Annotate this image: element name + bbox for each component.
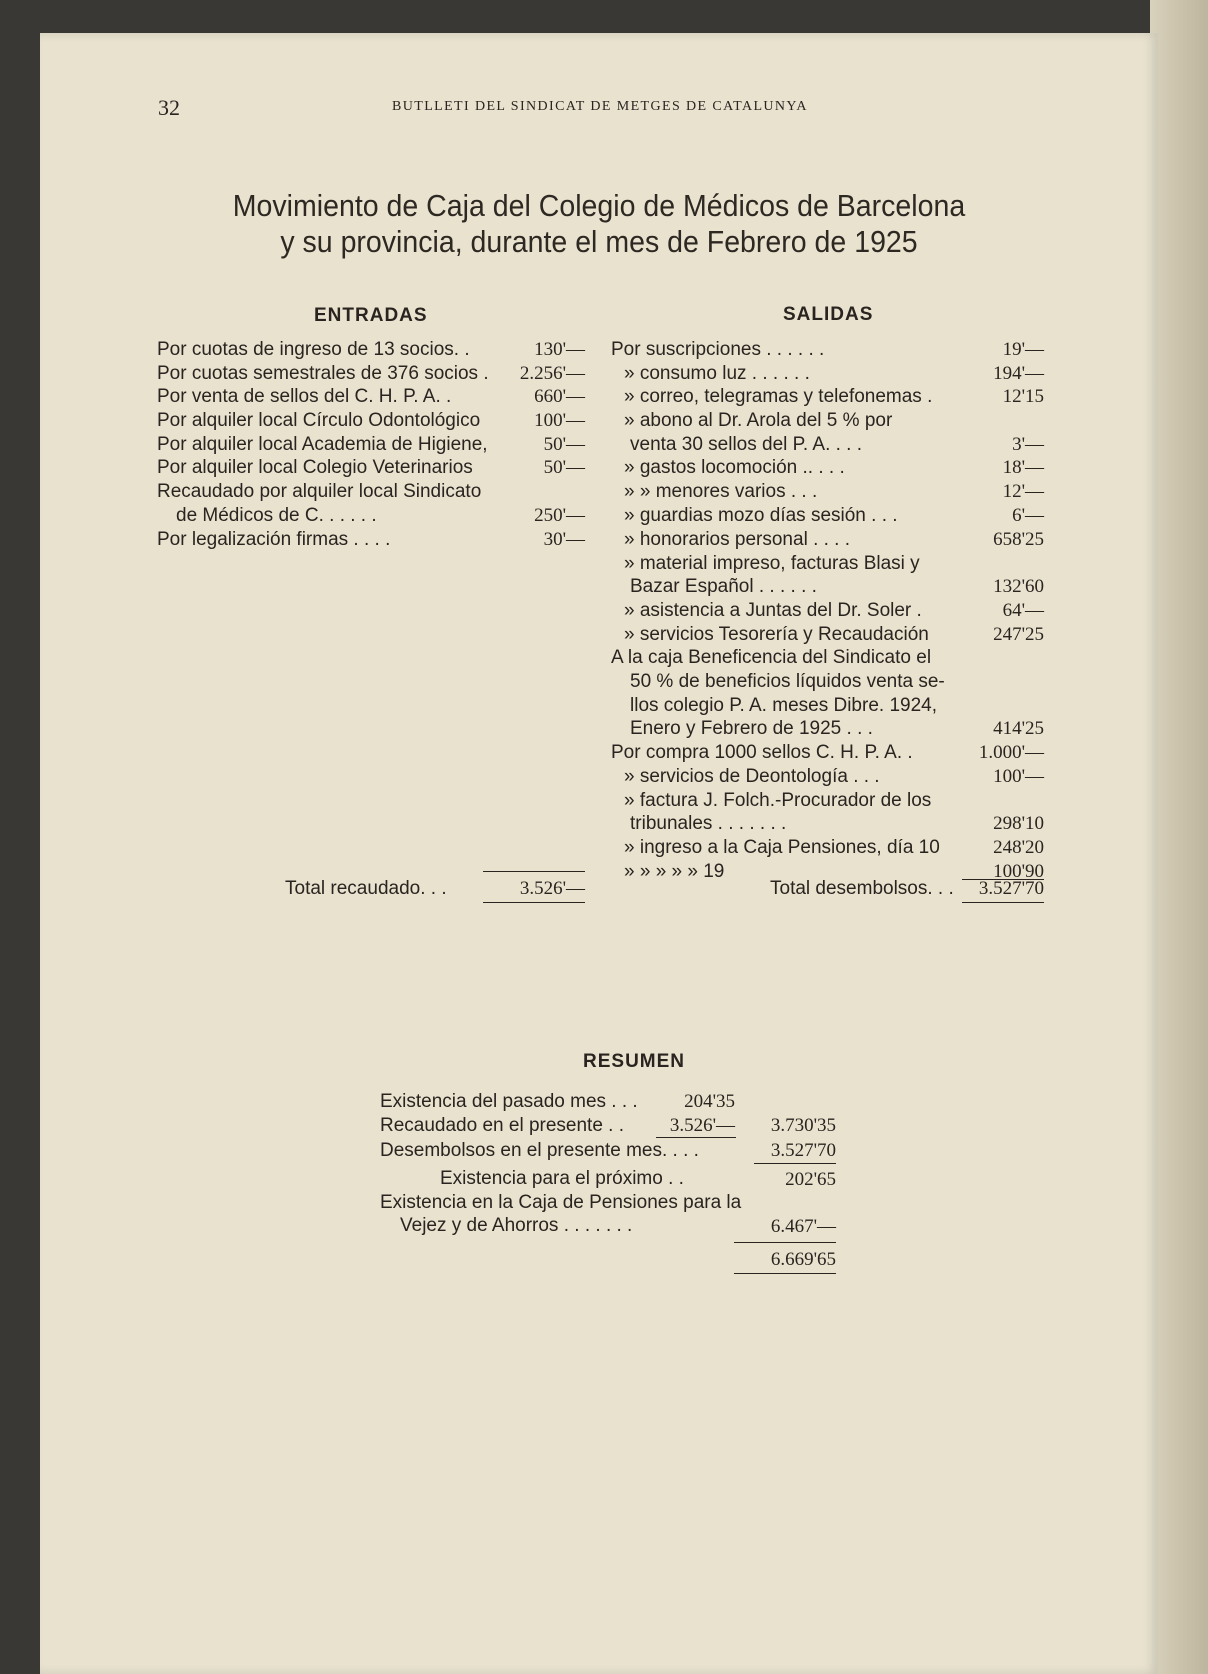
- resumen-grand-total: 6.669'65: [770, 1249, 836, 1270]
- salidas-row-amount: 12'—: [1002, 481, 1044, 502]
- salidas-row-label: Bazar Español . . . . . .: [630, 576, 817, 597]
- page-number: 32: [158, 95, 180, 120]
- salidas-row-label: llos colegio P. A. meses Dibre. 1924,: [630, 695, 937, 716]
- salidas-row-label: » » menores varios . . .: [624, 481, 818, 502]
- entradas-row-label: Por alquiler local Círculo Odontológico: [157, 410, 481, 431]
- resumen-heading: RESUMEN: [583, 1051, 686, 1072]
- salidas-row-label: » guardias mozo días sesión . . .: [624, 505, 898, 526]
- resumen-row-label: Recaudado en el presente . .: [380, 1115, 625, 1136]
- salidas-row-label: » asistencia a Juntas del Dr. Soler .: [624, 600, 922, 621]
- entradas-row-label: Por cuotas semestrales de 376 socios .: [157, 363, 489, 384]
- salidas-row-amount: 64'—: [1002, 600, 1044, 621]
- entradas-row-amount: 130'—: [534, 339, 585, 360]
- document-title-line1: Movimiento de Caja del Colegio de Médicos de Barcelona: [232, 188, 966, 223]
- salidas-total-rule-bottom: [962, 902, 1044, 903]
- salidas-row-label: » ingreso a la Caja Pensiones, día 10: [624, 837, 940, 858]
- salidas-row-amount: 132'60: [993, 576, 1044, 597]
- resumen-row-col2: 3.527'70: [770, 1140, 836, 1161]
- salidas-row-label: Enero y Febrero de 1925 . . .: [630, 718, 873, 739]
- salidas-row-label: » abono al Dr. Arola del 5 % por: [624, 410, 893, 431]
- salidas-row-label: » gastos locomoción .. . . .: [624, 457, 845, 478]
- salidas-row-label: » factura J. Folch.-Procurador de los: [624, 790, 932, 811]
- salidas-row-amount: 100'90: [993, 861, 1044, 882]
- salidas-row-label: Por suscripciones . . . . . .: [611, 339, 825, 360]
- salidas-row-label: 50 % de beneficios líquidos venta se-: [630, 671, 945, 692]
- entradas-row-amount: 50'—: [543, 457, 585, 478]
- salidas-row-amount: 194'—: [993, 363, 1044, 384]
- salidas-row-label: » servicios Tesorería y Recaudación: [624, 624, 929, 645]
- resumen-row-label: Existencia del pasado mes . . .: [380, 1091, 638, 1112]
- salidas-total-rule-top: [962, 879, 1044, 880]
- running-title: BUTLLETI DEL SINDICAT DE METGES DE CATALUNYA: [392, 99, 808, 114]
- resumen-row-col1: 3.526'—: [669, 1115, 735, 1136]
- salidas-row-amount: 1.000'—: [978, 742, 1044, 763]
- scan-background-edge: [1150, 0, 1208, 1674]
- entradas-total-label: Total recaudado. . .: [285, 878, 447, 899]
- resumen-row-label: Existencia para el próximo . .: [440, 1168, 684, 1189]
- entradas-heading: ENTRADAS: [314, 305, 428, 326]
- entradas-total-rule-top: [483, 871, 585, 872]
- resumen-row-col2: 3.730'35: [770, 1115, 836, 1136]
- salidas-row-label: » » » » » 19: [624, 861, 725, 882]
- entradas-row-amount: 250'—: [534, 505, 585, 526]
- salidas-row-label: » consumo luz . . . . . .: [624, 363, 810, 384]
- salidas-row-label: » correo, telegramas y telefonemas .: [624, 386, 933, 407]
- entradas-row-label: Por venta de sellos del C. H. P. A. .: [157, 386, 452, 407]
- document-page: [40, 33, 1158, 1674]
- entradas-row-label: Por legalización firmas . . . .: [157, 529, 391, 550]
- resumen-grand-total-rule-top: [734, 1242, 836, 1243]
- salidas-row-amount: 19'—: [1002, 339, 1044, 360]
- entradas-row-label: Por alquiler local Colegio Veterinarios: [157, 457, 473, 478]
- salidas-row-amount: 658'25: [993, 529, 1044, 550]
- resumen-row-label: Desembolsos en el presente mes. . . .: [380, 1140, 699, 1161]
- entradas-row-amount: 100'—: [534, 410, 585, 431]
- document-title-line2: y su provincia, durante el mes de Febrero de 1925: [280, 224, 918, 259]
- salidas-row-amount: 3'—: [1012, 434, 1044, 455]
- salidas-total-label: Total desembolsos. . .: [770, 878, 954, 899]
- salidas-row-label: Por compra 1000 sellos C. H. P. A. .: [611, 742, 913, 763]
- salidas-row-label: tribunales . . . . . . .: [630, 813, 787, 834]
- salidas-row-amount: 414'25: [993, 718, 1044, 739]
- resumen-grand-total-rule-bottom: [734, 1273, 836, 1274]
- resumen-row-label: Existencia en la Caja de Pensiones para la: [380, 1192, 742, 1213]
- salidas-row-amount: 247'25: [993, 624, 1044, 645]
- salidas-row-amount: 6'—: [1012, 505, 1044, 526]
- entradas-row-amount: 50'—: [543, 434, 585, 455]
- resumen-row-col2: 6.467'—: [770, 1216, 836, 1237]
- resumen-subtotal-rule: [656, 1137, 736, 1138]
- entradas-row-label: Recaudado por alquiler local Sindicato: [157, 481, 482, 502]
- salidas-row-amount: 248'20: [993, 837, 1044, 858]
- entradas-row-label: de Médicos de C. . . . . .: [176, 505, 377, 526]
- salidas-row-label: venta 30 sellos del P. A. . . .: [630, 434, 863, 455]
- entradas-row-amount: 2.256'—: [519, 363, 585, 384]
- resumen-row-label: Vejez y de Ahorros . . . . . . .: [400, 1215, 633, 1236]
- resumen-difference-rule: [754, 1163, 836, 1164]
- entradas-total-rule-bottom: [483, 902, 585, 903]
- salidas-row-label: » servicios de Deontología . . .: [624, 766, 880, 787]
- salidas-row-amount: 12'15: [1002, 386, 1044, 407]
- salidas-row-label: A la caja Beneficencia del Sindicato el: [611, 647, 932, 668]
- salidas-row-amount: 298'10: [993, 813, 1044, 834]
- entradas-total-amount: 3.526'—: [519, 878, 585, 899]
- salidas-row-amount: 100'—: [993, 766, 1044, 787]
- entradas-row-label: Por alquiler local Academia de Higiene,: [157, 434, 488, 455]
- salidas-row-amount: 18'—: [1002, 457, 1044, 478]
- resumen-row-col2: 202'65: [785, 1169, 836, 1190]
- salidas-row-label: » honorarios personal . . . .: [624, 529, 851, 550]
- resumen-row-col1: 204'35: [684, 1091, 735, 1112]
- salidas-heading: SALIDAS: [783, 304, 874, 325]
- entradas-row-amount: 30'—: [543, 529, 585, 550]
- entradas-row-label: Por cuotas de ingreso de 13 socios. .: [157, 339, 470, 360]
- salidas-total-amount: 3.527'70: [978, 878, 1044, 899]
- entradas-row-amount: 660'—: [534, 386, 585, 407]
- salidas-row-label: » material impreso, facturas Blasi y: [624, 553, 920, 574]
